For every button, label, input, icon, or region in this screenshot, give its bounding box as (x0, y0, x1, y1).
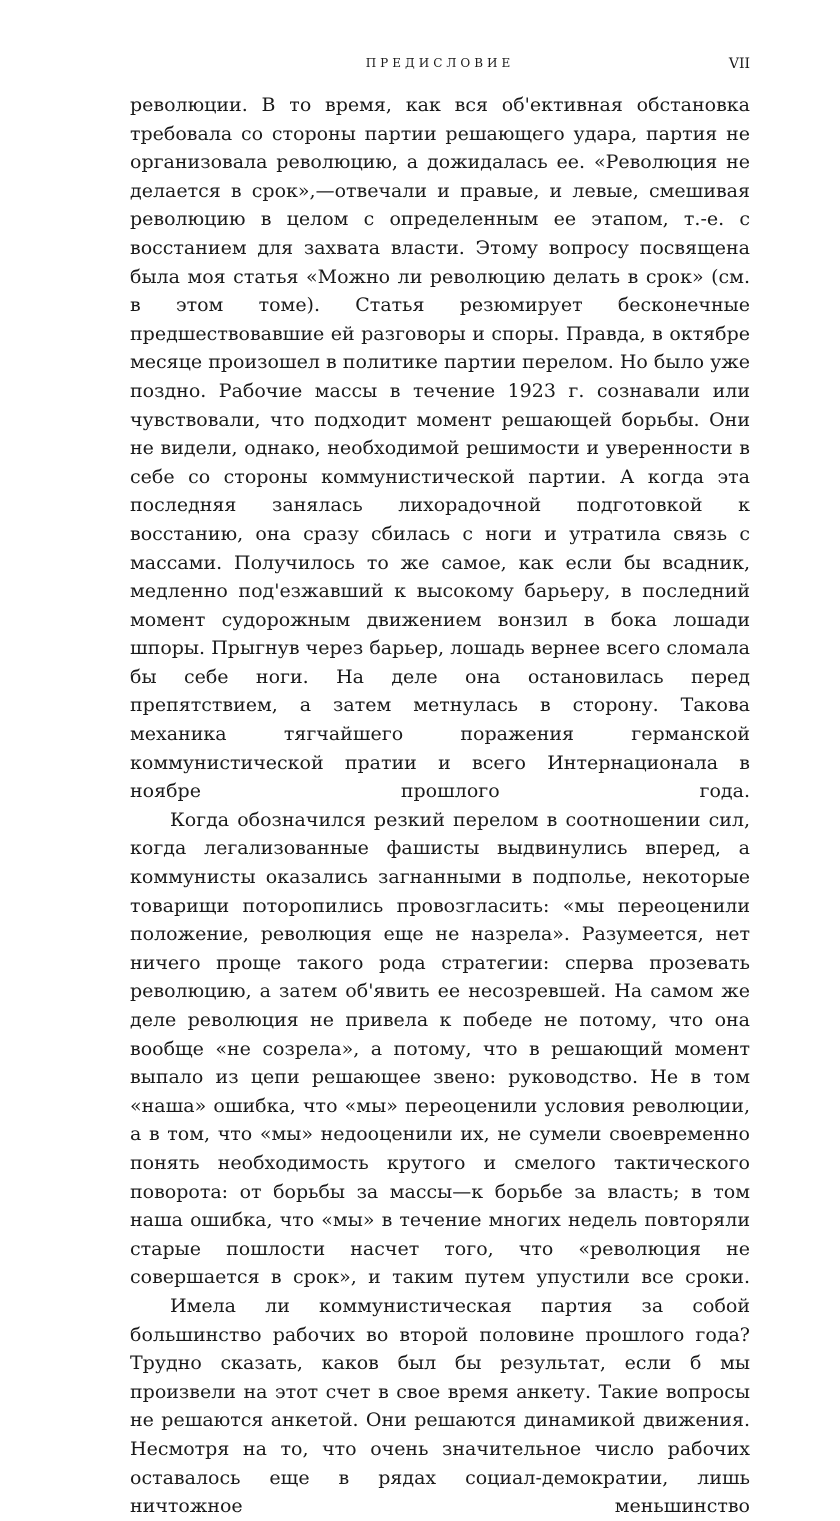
paragraph-1: революции. В то время, как вся об'ективная обстановка требовала со стороны партии решающего удара, партия не организовала революцию, а дожидалась ее. «Революция не делается в срок»,—отвечали и правые, и левые, смешивая революцию в целом с определенным ее этапом, т.-е. с восстанием для захвата власти. Этому вопросу посвящена была моя статья «Можно ли революцию делать в срок» (см. в этом томе). Статья резюмирует бесконечные предшествовавшие ей разговоры и споры. Правда, в октябре месяце произошел в политике партии перелом. Но было уже поздно. Рабочие массы в течение 1923 г. сознавали или чувствовали, что подходит момент решающей борьбы. Они не видели, однако, необходимой решимости и уверенности в себе со стороны коммунистической партии. А когда эта последняя занялась лихорадочной подготовкой к восстанию, она сразу сбилась с ноги и утратила связь с массами. Получилось то же самое, как если бы всадник, медленно под'езжавший к высокому барьеру, в последний момент судорожным движением вонзил в бока лошади шпоры. Прыгнув через барьер, лошадь вернее всего сломала бы себе ноги. На деле она остановилась перед препятствием, а затем метнулась в сторону. Такова механика тягчайшего поражения германской коммунистической пратии и всего Интернационала в ноябре прошлого года. (130, 94, 750, 803)
running-title: ПРЕДИСЛОВИЕ (365, 56, 515, 70)
paragraph-2: Когда обозначился резкий перелом в соотношении сил, когда легализованные фашисты выдвинулись вперед, а коммунисты оказались загнанными в подполье, некоторые товарищи поторопились провозгласить: «мы переоценили положение, революция еще не назрела». Разумеется, нет ничего проще такого рода стратегии: сперва прозевать революцию, а затем об'явить ее несозревшей. На самом же деле революция не привела к победе не потому, что она вообще «не созрела», а потому, что в решающий момент выпало из цепи решающее звено: руководство. Не в том «наша» ошибка, что «мы» переоценили условия революции, а в том, что «мы» недооценили их, не сумели своевременно понять необходимость крутого и смелого тактического поворота: от борьбы за массы—к борьбе за власть; в том наша ошибка, что «мы» в течение многих недель повторяли старые пошлости насчет того, что «революция не совершается в срок», и таким путем упустили все сроки. (130, 808, 750, 1289)
paragraph-3: Имела ли коммунистическая партия за собой большинство рабочих во второй половине прошлого года? Трудно сказать, каков был бы результат, если б мы произвели на этот счет в свое время анкету. Такие вопросы не решаются анкетой. Они решаются динамикой движения. Несмотря на то, что очень значительное число рабочих оставалось еще в рядах социал-демократии, лишь ничтожное меньшинство (130, 1294, 750, 1518)
text-body (130, 91, 750, 1521)
page-number: VII (728, 56, 750, 72)
page-header (130, 56, 750, 76)
